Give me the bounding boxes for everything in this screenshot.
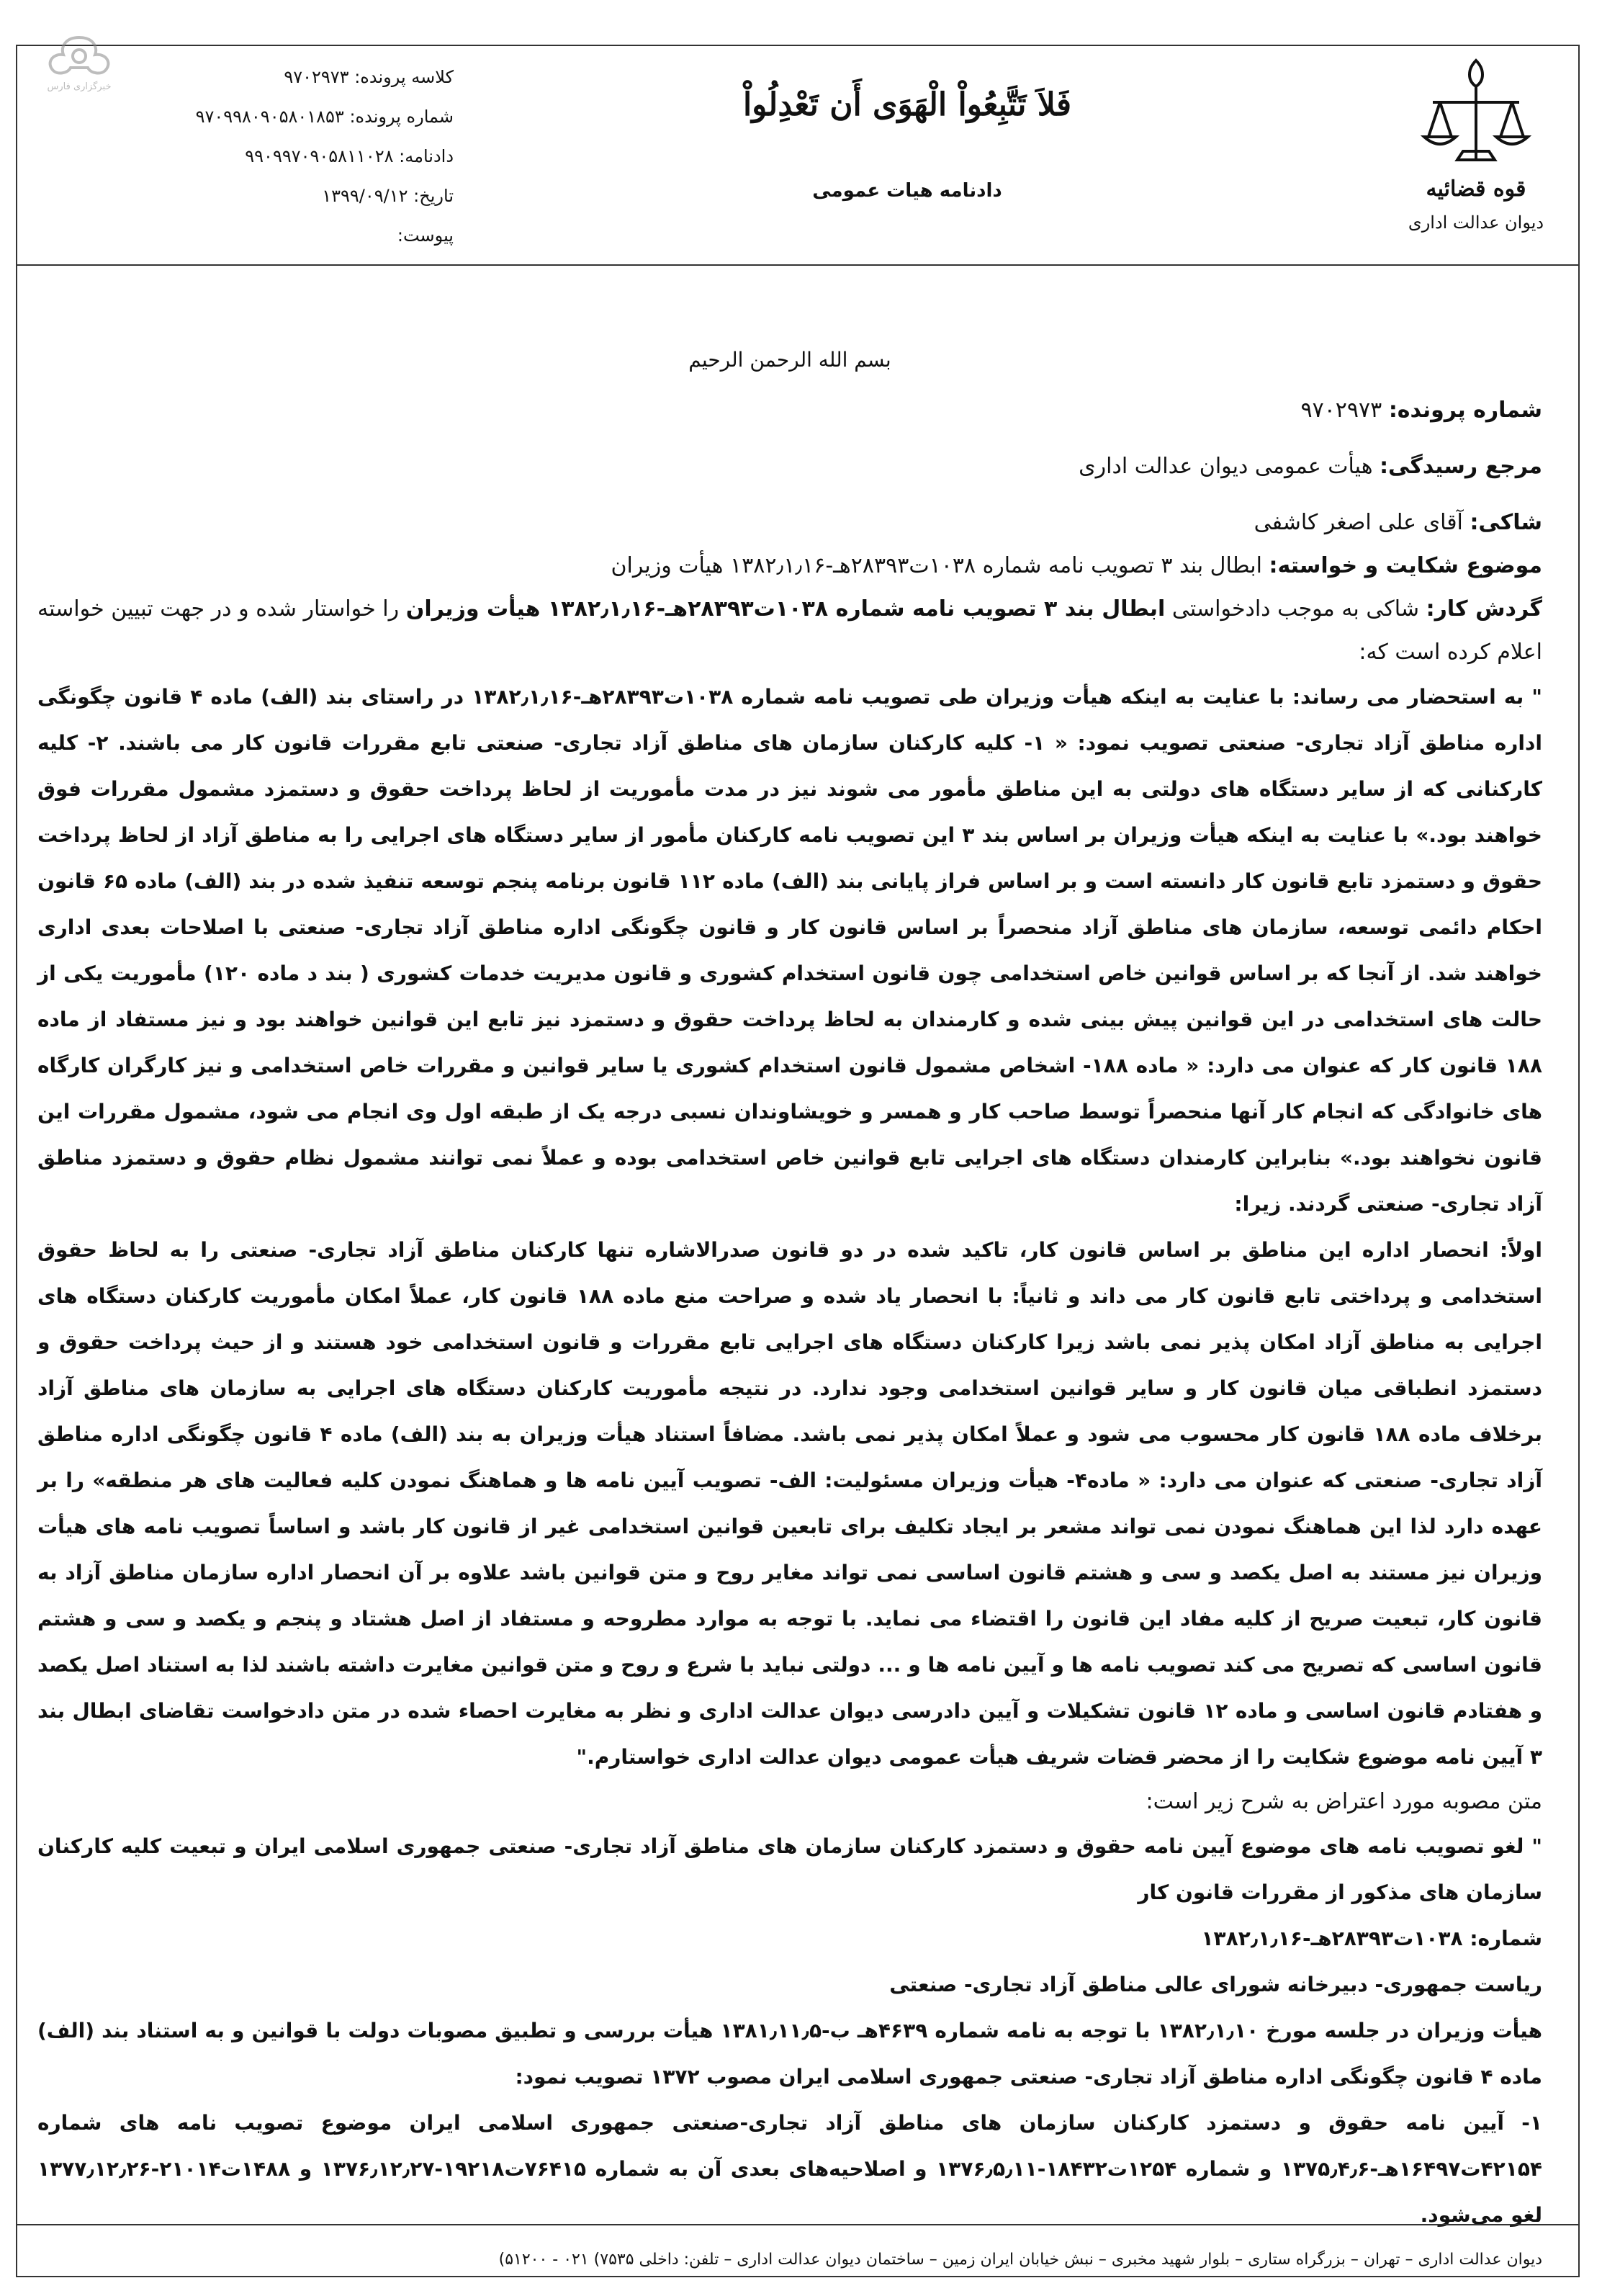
case-number-line: شماره پرونده: ۹۷۰۲۹۷۳	[1300, 398, 1542, 423]
case-meta-block	[194, 58, 454, 256]
emblem-judiciary-text: قوه قضائیه	[1426, 176, 1526, 202]
decree-paragraph-2: ۱- آیین نامه حقوق و دستمزد کارکنان سازمان های مناطق آزاد تجاری-صنعتی جمهوری اسلامی ایران موضوع تصویب نامه های شماره ۴۲۱۵۴ت۱۶۴۹۷هـ-۱۳۷۵٫۴٫۶ و شماره ۱۲۵۴ت۱۸۴۳۲-۱۳۷۶٫۵٫۱۱ و اصلاحیه‌های بعدی آن به شماره ۷۶۴۱۵ت۱۹۲۱۸-۱۳۷۶٫۱۲٫۲۷ و ۱۴۸۸ت۲۱۰۱۴-۱۳۷۷٫۱۲٫۲۶ لغو می‌شود.	[37, 2111, 1542, 2227]
plaintiff-line: شاکی: آقای علی اصغر کاشفی	[1254, 510, 1542, 535]
verdict-type-title: دادنامه هیات عمومی	[812, 180, 1002, 202]
process-paragraph: گردش کار: شاکی به موجب دادخواستی ابطال بند ۳ تصویب نامه شماره ۱۰۳۸ت۲۸۳۹۳هـ-۱۳۸۲٫۱٫۱۶ هیأت وزیران را خواستار شده و در جهت تبیین خواسته اعلام کرده است که:	[37, 596, 1543, 665]
footer-divider	[16, 2224, 1580, 2225]
meta-verdict-number: دادنامه: ۹۹۰۹۹۷۰۹۰۵۸۱۱۰۲۸	[245, 146, 454, 166]
decree-paragraph-1: هیأت وزیران در جلسه مورخ ۱۳۸۲٫۱٫۱۰ با توجه به نامه شماره ۴۶۳۹هـ ب-۱۳۸۱٫۱۱٫۵ هیأت بررسی و تطبیق مصوبات دولت با قوانین و به استناد بند (الف) ماده ۴ قانون چگونگی اداره مناطق آزاد تجاری- صنعتی جمهوری اسلامی ایران مصوب ۱۳۷۲ تصویب نمود:	[37, 2019, 1542, 2089]
meta-file-class: کلاسه پرونده: ۹۷۰۲۹۷۳	[284, 67, 454, 87]
meta-file-number: شماره پرونده: ۹۷۰۹۹۸۰۹۰۵۸۰۱۸۵۳	[195, 107, 454, 127]
decree-number: شماره: ۱۰۳۸ت۲۸۳۹۳هـ-۱۳۸۲٫۱٫۱۶	[1201, 1927, 1542, 1950]
reference-line: مرجع رسیدگی: هیأت عمومی دیوان عدالت اداری	[1079, 454, 1542, 479]
meta-date: تاریخ: ۱۳۹۹/۰۹/۱۲	[322, 186, 454, 206]
news-agency-watermark-logo	[36, 32, 122, 97]
judiciary-emblem	[1404, 52, 1548, 246]
decree-title: " لغو تصویب نامه های موضوع آیین نامه حقوق و دستمزد کارکنان سازمان های مناطق آزاد تجاری- صنعتی جمهوری اسلامی ایران و تبعیت کلیه کارکنان سازمان های مذکور از مقررات قانون کار	[37, 1834, 1542, 1904]
complaint-paragraph-1: " به استحضار می رساند: با عنایت به اینکه هیأت وزیران طی تصویب نامه شماره ۱۰۳۸ت۲۸۳۹۳هـ-۱۳۸۲٫۱٫۱۶ در راستای بند (الف) ماده ۴ قانون چگونگی اداره مناطق آزاد تجاری- صنعتی تصویب نمود: « ۱- کلیه کارکنان سازمان های مناطق آزاد تجاری- صنعتی تابع مقررات قانون کار می باشند. ۲- کلیه کارکنانی که از سایر دستگاه های دولتی به این مناطق مأمور می شوند نیز در مدت مأموریت از لحاظ پرداخت حقوق و دستمزد مشمول مقررات فوق خواهند بود.» با عنایت به اینکه هیأت وزیران بر اساس بند ۳ این تصویب نامه کارکنان مأمور از سایر دستگاه های اجرایی را به مناطق آزاد از لحاظ پرداخت حقوق و دستمزد تابع قانون کار دانسته است و بر اساس فراز پایانی بند (الف) ماده ۱۱۲ قانون برنامه پنجم توسعه تنفیذ شده در بند (الف) ماده ۶۵ قانون احکام دائمی توسعه، سازمان های مناطق آزاد منحصراً بر اساس قانون کار و قانون چگونگی اداره مناطق آزاد تجاری- صنعتی با اصلاحات بعدی اداری خواهند شد. از آنجا که بر اساس قوانین خاص استخدامی چون قانون استخدام کشوری و قانون مدیریت خدمات کشوری ( بند د ماده ۱۲۰) مأموریت یکی از حالت های استخدامی در این قوانین پیش بینی شده و کارمندان به لحاظ پرداخت حقوق و دستمزد نیز تابع این قوانین خواهند بود و نیز مستفاد از ماده ۱۸۸ قانون کار که عنوان می دارد: « ماده ۱۸۸- اشخاص مشمول قانون استخدام کشوری یا سایر قوانین و مقررات خاص استخدامی و نیز کارگران کارگاه های خانوادگی که انجام کار آنها منحصراً توسط صاحب کار و همسر و خویشاوندان نسبی درجه یک از طبقه اول وی انجام می شود، مشمول مقررات این قانون نخواهند بود.» بنابراین کارمندان دستگاه های اجرایی تابع قوانین خاص استخدامی بوده و عملاً نمی توانند مشمول نظام حقوق و دستمزد مناطق آزاد تجاری- صنعتی گردند. زیرا:	[37, 685, 1543, 1216]
decree-addressee: ریاست جمهوری- دبیرخانه شورای عالی مناطق آزاد تجاری- صنعتی	[889, 1973, 1542, 1996]
bismillah: بسم الله الرحمن الرحیم	[688, 348, 891, 372]
meta-attachment: پیوست:	[397, 225, 454, 246]
emblem-court-text: دیوان عدالت اداری	[1408, 212, 1544, 233]
subject-line: موضوع شکایت و خواسته: ابطال بند ۳ تصویب نامه شماره ۱۰۳۸ت۲۸۳۹۳هـ-۱۳۸۲٫۱٫۱۶ هیأت وزیران	[611, 553, 1542, 578]
watermark-text: خبرگزاری فارس	[47, 81, 112, 92]
footer-address: دیوان عدالت اداری – تهران – بزرگراه ستاری – بلوار شهید مخبری – نبش خیابان ایران زمین – ساختمان دیوان عدالت اداری – تلفن: داخلی ۷۵۳۵) ۰۲۱ - ۵۱۲۰۰)	[498, 2251, 1542, 2269]
contested-text-intro: متن مصوبه مورد اعتراض به شرح زیر است:	[1146, 1789, 1542, 1814]
verdict-body	[37, 338, 1542, 2238]
complaint-paragraph-2: اولاً: انحصار اداره این مناطق بر اساس قانون کار، تاکید شده در دو قانون صدرالاشاره تنها کارکنان مناطق آزاد تجاری- صنعتی را به لحاظ حقوق استخدامی و پرداختی تابع قانون کار می داند و ثانیاً: با انحصار یاد شده و صراحت منع ماده ۱۸۸ قانون کار، عملاً امکان مأموریت کارکنان دستگاه های اجرایی به مناطق آزاد امکان پذیر نمی باشد زیرا کارکنان دستگاه های اجرایی تابع مقررات و قانون استخدامی خود هستند و از حیث پرداخت حقوق و دستمزد انطباقی میان قانون کار و سایر قوانین استخدامی وجود ندارد. در نتیجه مأموریت کارکنان دستگاه های اجرایی به سازمان های مناطق آزاد برخلاف ماده ۱۸۸ قانون کار محسوب می شود و عملاً امکان پذیر نمی باشد. مضافاً استناد هیأت وزیران به بند (الف) ماده ۴ قانون چگونگی اداره مناطق آزاد تجاری- صنعتی که عنوان می دارد: « ماده۴- هیأت وزیران مسئولیت: الف- تصویب آیین نامه ها و هماهنگ نمودن کلیه فعالیت های هر منطقه» را بر عهده دارد لذا این هماهنگ نمودن نمی تواند مشعر بر ایجاد تکلیف برای تابعین قوانین استخدامی غیر از قانون کار باشد و اساساً تصویب نامه های هیأت وزیران نیز مستند به اصل یکصد و سی و هشتم قانون اساسی نمی تواند مغایر روح و متن قوانین باشد علاوه بر آن انحصار اداره سازمان مناطق آزاد به قانون کار، تبعیت صریح از کلیه مفاد این قانون را اقتضاء می نماید. با توجه به موارد مطروحه و مستفاد از اصل هشتاد و پنجم و یکصد و سی و هشتم قانون اساسی که تصریح می کند تصویب نامه ها و آیین نامه ها و ... دولتی نباید با شرع و روح و متن قوانین مغایرت داشته باشند لذا به استناد اصل یکصد و هفتادم قانون اساسی و ماده ۱۲ قانون تشکیلات و آیین دادرسی دیوان عدالت اداری و نظر به مغایرت احصاء شده در متن دادخواست تقاضای ابطال بند ۳ آیین نامه موضوع شکایت را از محضر قضات شریف هیأت عمومی دیوان عدالت اداری خواستارم."	[37, 1238, 1543, 1769]
quran-motto: فَلاَ تَتَّبِعُواْ الْهَوَى أَن تَعْدِلُواْ	[742, 86, 1072, 123]
